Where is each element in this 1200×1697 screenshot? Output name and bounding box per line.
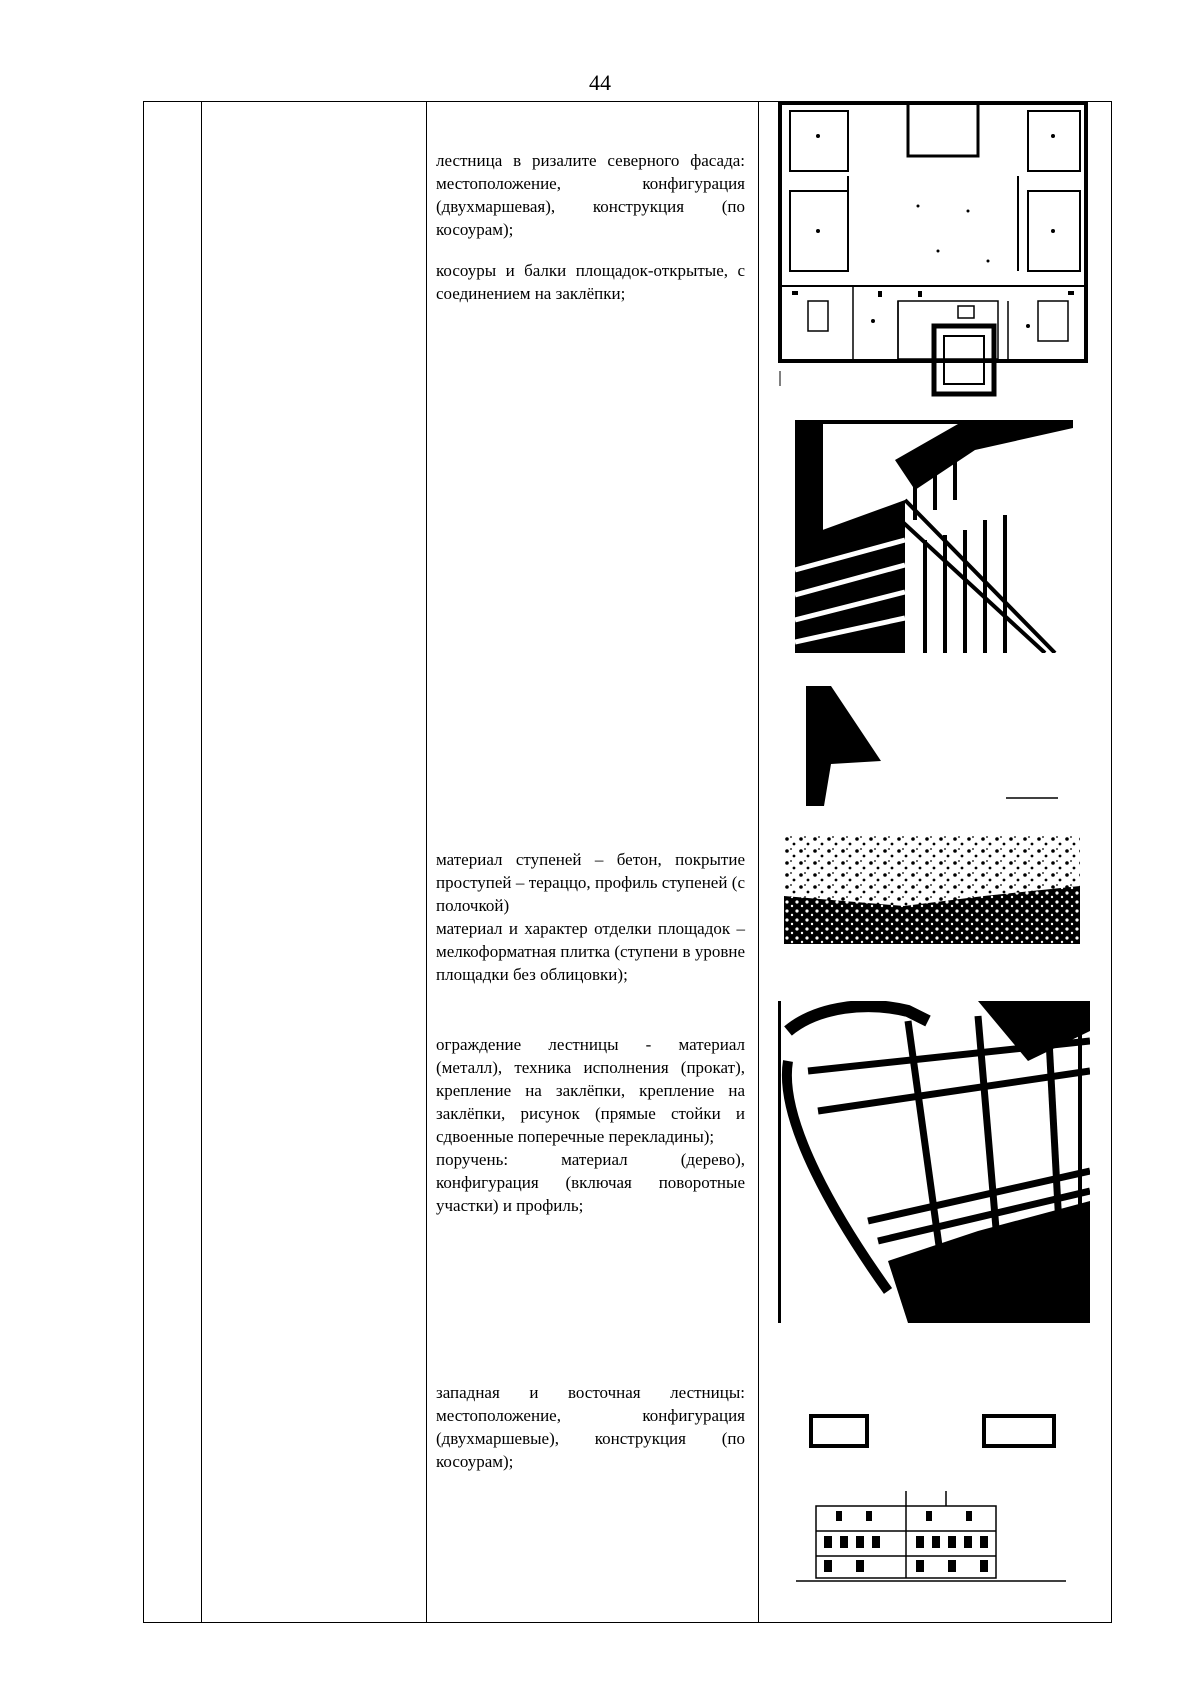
stringers-description: косоуры и балки площадок-открытые, с соединением на заклёпки; [436,261,745,303]
side-stairs-config: западная и восточная лестницы: местоположение, конфигурация (двухмаршевые), конструкция (по косоурам); [436,1383,745,1471]
north-stair-config: лестница в ризалите северного фасада: местоположение, конфигурация (двухмаршевая), конструкция (по косоурам); [436,151,745,239]
steps-material: материал ступеней – бетон, покрытие проступей – тераццо, профиль ступеней (с полочкой) [436,850,745,915]
steps-description [436,848,745,986]
facade-elevation-image [796,1486,1066,1586]
north-stair-description [436,149,745,305]
table-column-divider [426,101,427,1623]
page-number: 44 [589,70,611,95]
handrail-description: поручень: материал (дерево), конфигурация (включая поворотные участки) и профиль; [436,1150,745,1215]
table-column-divider [758,101,759,1623]
floor-plan-image [778,101,1090,401]
stringer-photo [806,686,1058,806]
side-stairs-description [436,1381,745,1473]
west-stair-symbol [809,1414,869,1448]
stair-photo [795,420,1073,653]
east-stair-symbol [982,1414,1056,1448]
railing-material: ограждение лестницы - материал (металл), техника исполнения (прокат), крепление на заклёпки, крепление на заклёпки, рисунок (прямые стойки и сдвоенные поперечные перекладины); [436,1035,745,1146]
terrazzo-photo [784,836,1080,944]
landings-finish: материал и характер отделки площадок – мелкоформатная плитка (ступени в уровне площадки без облицовки); [436,919,745,984]
railing-description [436,1033,745,1217]
railing-photo [778,1001,1090,1323]
table-column-divider [201,101,202,1623]
